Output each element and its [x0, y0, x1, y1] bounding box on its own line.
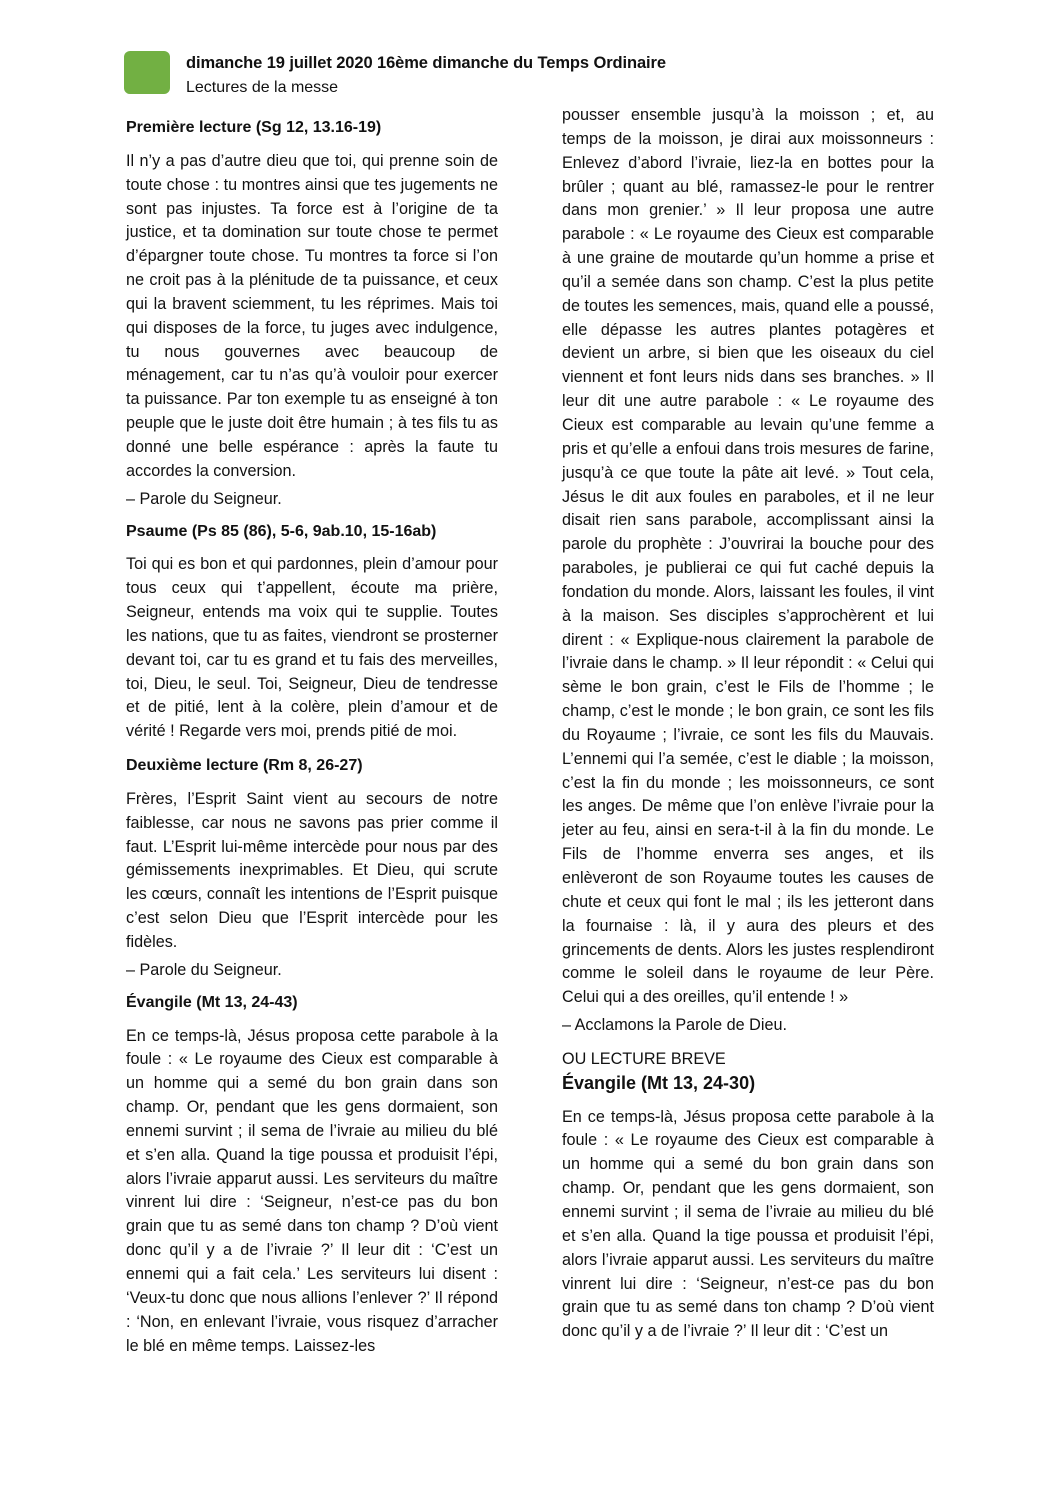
short-gospel-heading: Évangile (Mt 13, 24-30)	[562, 1072, 756, 1093]
reading2-text: Frères, l’Esprit Saint vient au secours de notre faiblesse, car nous ne savons pas prier comme il faut. L’Esprit lui-même intercède pour nous par des gémissements inexprimables. Et Dieu, qui scrute les cœurs, connaît les intentions de l’Esprit puisque c’est selon Dieu que l’Esprit intercède pour les fidèles.	[126, 789, 498, 951]
gospel-closing: – Acclamons la Parole de Dieu.	[562, 1016, 787, 1035]
gospel-text: En ce temps-là, Jésus proposa cette parabole à la foule : « Le royaume des Cieux est comparable à un homme qui a semé du bon grain dans son champ. Or, pendant que les gens dormaient, son ennemi survint ; il sema de l’ivraie au milieu du blé et s’en alla. Quand la tige poussa et produisit l’épi, alors l’ivraie apparut aussi. Les serviteurs du maître vinrent lui dire : ‘Seigneur, n’est-ce pas du bon grain que tu as semé dans ton champ ? D’où vient donc qu’il y a de l’ivraie ?’ Il leur dit : ‘C’est un ennemi qui a fait cela.’ Les serviteurs lui disent : ‘Veux-tu donc que nous allions l’enlever ?’ Il répond : ‘Non, en enlevant l’ivraie, vous risquez d’arracher le blé en même temps. Laissez-les	[126, 1026, 498, 1355]
right-column	[562, 104, 934, 1348]
short-reading-label: OU LECTURE BREVE	[562, 1049, 726, 1068]
reading2-heading: Deuxième lecture (Rm 8, 26-27)	[126, 757, 363, 775]
psalm-text: Toi qui es bon et qui pardonnes, plein d’amour pour tous ceux qui t’appellent, écoute ma prière, Seigneur, entends ma voix qui te supplie. Toutes les nations, que tu as faites, viendront se prosterner devant toi, car tu es grand et tu fais des merveilles, toi, Dieu, le seul. Toi, Seigneur, Dieu de tendresse et de pitié, lent à la colère, plein d’amour et de vérité ! Regarde vers moi, prends pitié de moi.	[126, 555, 498, 741]
gospel-continued-text: pousser ensemble jusqu’à la moisson ; et, au temps de la moisson, je dirai aux moissonneurs : Enlevez d’abord l’ivraie, liez-la en bottes pour la brûler ; quant au blé, ramassez-le pour le rentrer dans mon grenier.’ » Il leur proposa une autre parabole : « Le royaume des Cieux est comparable à une graine de moutarde qu’un homme a prise et qu’il a semée dans son champ. C’est la plus petite de toutes les semences, mais, quand elle a poussé, elle dépasse les autres plantes potagères et devient un arbre, si bien que les oiseaux du ciel viennent et font leurs nids dans ses branches. » Il leur dit une autre parabole : « Le royaume des Cieux est comparable au levain qu’une femme a pris et qu’elle a enfoui dans trois mesures de farine, jusqu’à ce que toute la pâte ait levé. » Tout cela, Jésus le dit aux foules en paraboles, et il ne leur disait rien sans parabole, accomplissant ainsi la parole du prophète : J’ouvrirai la bouche pour des paraboles, je publierai ce qui fut caché depuis la fondation du monde. Alors, laissant les foules, il vint à la maison. Ses disciples s’approchèrent et lui dirent : « Explique-nous clairement la parabole de l’ivraie dans le champ. » Il leur répondit : « Celui qui sème le bon grain, c’est le Fils de l’homme ; le champ, c’est le monde ; le bon grain, ce sont les fils du Royaume ; l’ivraie, ce sont les fils du Mauvais. L’ennemi qui l’a semée, c’est le diable ; la moisson, c’est la fin du monde ; les moissonneurs, ce sont les anges. De même que l’on enlève l’ivraie pour la jeter au feu, ainsi en sera-t-il à la fin du monde. Le Fils de l’homme enverra ses anges, et ils enlèveront de son Royaume toutes les causes de chute et ceux qui font le mal ; ils les jetteront dans la fournaise : là, il y aura des pleurs et des grincements de dents. Alors les justes resplendiront comme le soleil dans le royaume de leur Père. Celui qui a des oreilles, qu’il entende ! »	[562, 106, 934, 1007]
page-title: dimanche 19 juillet 2020 16ème dimanche du Temps Ordinaire	[186, 54, 666, 72]
left-column	[126, 110, 498, 1362]
reading1-text: Il n’y a pas d’autre dieu que toi, qui prenne soin de toute chose : tu montres ainsi que tes jugements ne sont pas injustes. Ta force est à l’origine de ta justice, et ta domination sur toute chose te permet d’épargner toute chose. Tu montres ta force si l’on ne croit pas à la plénitude de ta puissance, et ceux qui la bravent sciemment, tu les réprimes. Mais toi qui disposes de la force, tu juges avec indulgence, tu nous gouvernes avec beaucoup de ménagement, car tu n’as qu’à vouloir pour exercer ta puissance. Par ton exemple tu as enseigné à ton peuple que le juste doit être humain ; à tes fils tu as donné une belle espérance : après la faute tu accordes la conversion.	[126, 151, 498, 480]
page-subtitle: Lectures de la messe	[186, 79, 339, 96]
gospel-heading: Évangile (Mt 13, 24-43)	[126, 993, 298, 1011]
reading2-closing: – Parole du Seigneur.	[126, 960, 282, 979]
reading1-closing: – Parole du Seigneur.	[126, 489, 282, 508]
psalm-heading: Psaume (Ps 85 (86), 5-6, 9ab.10, 15-16ab)	[126, 522, 437, 540]
short-gospel-text: En ce temps-là, Jésus proposa cette parabole à la foule : « Le royaume des Cieux est comparable à un homme qui a semé du bon grain dans son champ. Or, pendant que les gens dormaient, son ennemi survint ; il sema de l’ivraie au milieu du blé et s’en alla. Quand la tige poussa et produisit l’épi, alors l’ivraie apparut aussi. Les serviteurs du maître vinrent lui dire : ‘Seigneur, n’est-ce pas du bon grain que tu as semé dans ton champ ? D’où vient donc qu’il y a de l’ivraie ?’ Il leur dit : ‘C’est un	[562, 1107, 934, 1341]
logo-square	[124, 51, 170, 94]
reading1-heading: Première lecture (Sg 12, 13.16-19)	[126, 119, 382, 136]
